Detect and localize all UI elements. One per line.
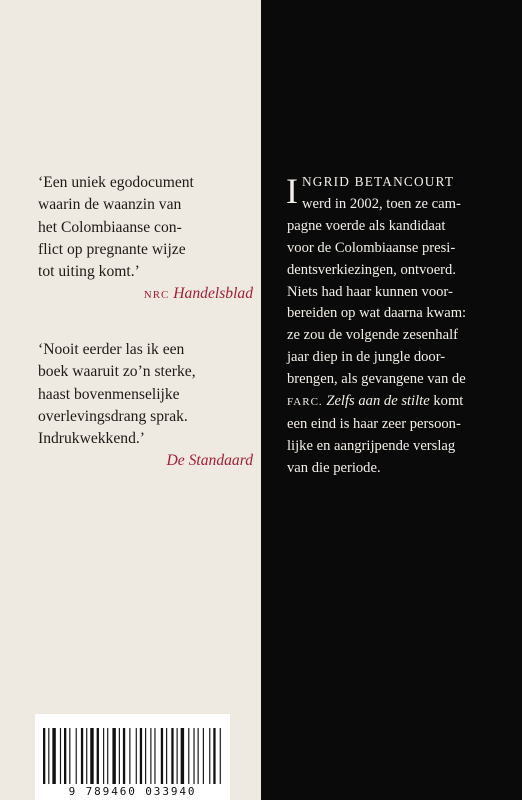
quote-2 — [38, 339, 253, 473]
quote-line: het Colombiaanse con- — [38, 218, 182, 236]
barcode-number: 9 789460 033940 — [68, 785, 197, 798]
quote-source — [38, 283, 253, 306]
blurb-line: jaar diep in de jungle door- — [287, 349, 446, 366]
quote-line: waarin de waanzin van — [38, 196, 182, 214]
blurb-line: pagne voerde als kandidaat — [287, 217, 446, 234]
farc-abbrev: FARC. — [287, 396, 323, 409]
blurb-line: werd in 2002, toen ze cam- — [302, 195, 461, 212]
quote-line: flict op pregnante wijze — [38, 240, 186, 258]
blurb-line — [287, 171, 496, 194]
author-name: NGRID BETANCOURT — [302, 174, 455, 189]
blurb-line: dentsverkiezingen, ontvoerd. — [287, 261, 456, 278]
source-name: Handelsblad — [173, 285, 253, 303]
blurb-line: brengen, als gevangene van de — [287, 371, 466, 388]
quote-line: ‘Nooit eerder las ik een — [38, 341, 185, 358]
blurb-line: Niets had haar kunnen voor- — [287, 283, 453, 300]
blurb-fragment: komt — [429, 393, 464, 410]
blurb-line — [287, 391, 496, 414]
blurb-line: lijke en aangrijpende verslag — [287, 437, 456, 454]
quote-line: tot uiting komt.’ — [38, 263, 140, 281]
blurb-line: ze zou de volgende zesenhalf — [287, 327, 458, 344]
blurb-line: een eind is haar zeer persoon- — [287, 415, 461, 432]
blurb-line: voor de Colombiaanse presi- — [287, 239, 456, 256]
barcode — [35, 714, 230, 800]
quote-line: overlevingsdrang sprak. — [38, 407, 188, 425]
quote-line: boek waaruit zo’n sterke, — [38, 363, 196, 381]
quote-1 — [38, 172, 253, 307]
book-title: Zelfs aan de stilte — [326, 393, 430, 410]
quote-line: haast bovenmenselijke — [38, 385, 180, 403]
dropcap: I — [286, 171, 298, 211]
source-prefix: NRC — [143, 289, 170, 302]
blurb-line: van die periode. — [287, 459, 381, 476]
quote-line: Indrukwekkend.’ — [38, 430, 145, 448]
blurb — [287, 171, 496, 480]
blurb-line: bereiden op wat daarna kwam: — [287, 305, 467, 322]
quote-source — [38, 450, 253, 472]
barcode-bars — [43, 728, 222, 784]
quote-line: ‘Een uniek egodocument — [38, 174, 194, 191]
source-name: De Standaard — [166, 452, 253, 470]
